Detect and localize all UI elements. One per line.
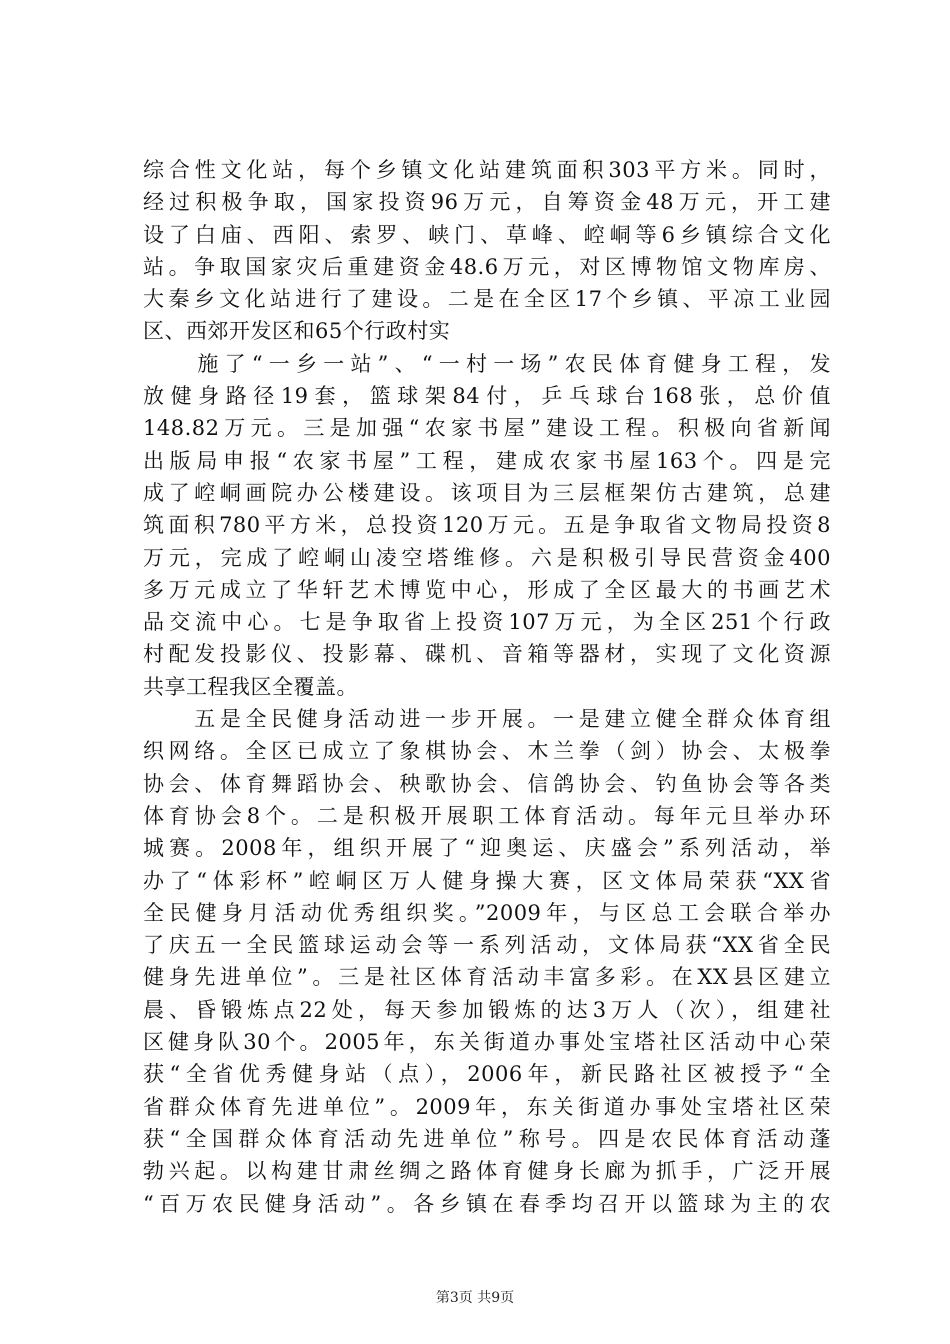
text-line: 出版局申报“农家书屋”工程，建成农家书屋163个。四是完	[143, 448, 831, 473]
text-line: 设了白庙、西阳、索罗、峡门、草峰、崆峒等6乡镇综合文化	[143, 222, 831, 247]
text-line: 施了“一乡一站”、“一村一场”农民体育健身工程，发	[143, 351, 831, 376]
paragraph-3	[143, 703, 831, 1220]
text-line: 筑面积780平方米，总投资120万元。五是争取省文物局投资8	[143, 513, 831, 538]
text-line: 协会、体育舞蹈协会、秧歌协会、信鸽协会、钓鱼协会等各类	[143, 771, 831, 796]
text-line: 晨、昏锻炼点22处，每天参加锻炼的达3万人（次），组建社	[143, 997, 831, 1022]
text-line: 区健身队30个。2005年，东关街道办事处宝塔社区活动中心荣	[143, 1030, 831, 1055]
text-line: 经过积极争取，国家投资96万元，自筹资金48万元，开工建	[143, 190, 831, 215]
text-line: 大秦乡文化站进行了建设。二是在全区17个乡镇、平凉工业园	[143, 287, 831, 312]
text-line: 办了“体彩杯”崆峒区万人健身操大赛，区文体局荣获“XX省	[143, 868, 831, 893]
text-line: 共享工程我区全覆盖。	[143, 674, 358, 699]
page-number-label: 第3页 共9页	[435, 1290, 515, 1306]
text-line: 了庆五一全民篮球运动会等一系列活动，文体局获“XX省全民	[143, 933, 831, 958]
document-body	[143, 154, 831, 1220]
text-line: 获“全国群众体育活动先进单位”称号。四是农民体育活动蓬	[143, 1126, 831, 1151]
text-line: 五是全民健身活动进一步开展。一是建立健全群众体育组	[143, 707, 831, 732]
text-line: 成了崆峒画院办公楼建设。该项目为三层框架仿古建筑，总建	[143, 480, 831, 505]
page-footer	[0, 1288, 950, 1308]
text-line: 站。争取国家灾后重建资金48.6万元，对区博物馆文物库房、	[143, 254, 831, 279]
text-line: 品交流中心。七是争取省上投资107万元，为全区251个行政	[143, 610, 831, 635]
text-line: 省群众体育先进单位”。2009年，东关街道办事处宝塔社区荣	[143, 1094, 831, 1119]
text-line: 获“全省优秀健身站（点），2006年，新民路社区被授予“全	[143, 1062, 831, 1087]
text-line: 区、西郊开发区和65个行政村实	[143, 319, 451, 344]
text-line: 织网络。全区已成立了象棋协会、木兰拳（剑）协会、太极拳	[143, 739, 831, 764]
text-line: 村配发投影仪、投影幕、碟机、音箱等器材，实现了文化资源	[143, 642, 831, 667]
text-line: 多万元成立了华轩艺术博览中心，形成了全区最大的书画艺术	[143, 577, 831, 602]
text-line: 全民健身月活动优秀组织奖。”2009年，与区总工会联合举办	[143, 900, 831, 925]
text-line: 健身先进单位”。三是社区体育活动丰富多彩。在XX县区建立	[143, 965, 831, 990]
text-line: “百万农民健身活动”。各乡镇在春季均召开以篮球为主的农	[143, 1191, 831, 1216]
paragraph-2	[143, 348, 831, 703]
text-line: 148.82万元。三是加强“农家书屋”建设工程。积极向省新闻	[143, 416, 831, 441]
text-line: 城赛。2008年，组织开展了“迎奥运、庆盛会”系列活动，举	[143, 836, 831, 861]
text-line: 万元，完成了崆峒山凌空塔维修。六是积极引导民营资金400	[143, 545, 831, 570]
text-line: 综合性文化站，每个乡镇文化站建筑面积303平方米。同时，	[143, 158, 831, 182]
paragraph-1	[143, 154, 831, 348]
text-line: 勃兴起。以构建甘肃丝绸之路体育健身长廊为抓手，广泛开展	[143, 1159, 831, 1184]
text-line: 体育协会8个。二是积极开展职工体育活动。每年元旦举办环	[143, 803, 831, 828]
text-line: 放健身路径19套，篮球架84付，乒乓球台168张，总价值	[143, 384, 831, 409]
